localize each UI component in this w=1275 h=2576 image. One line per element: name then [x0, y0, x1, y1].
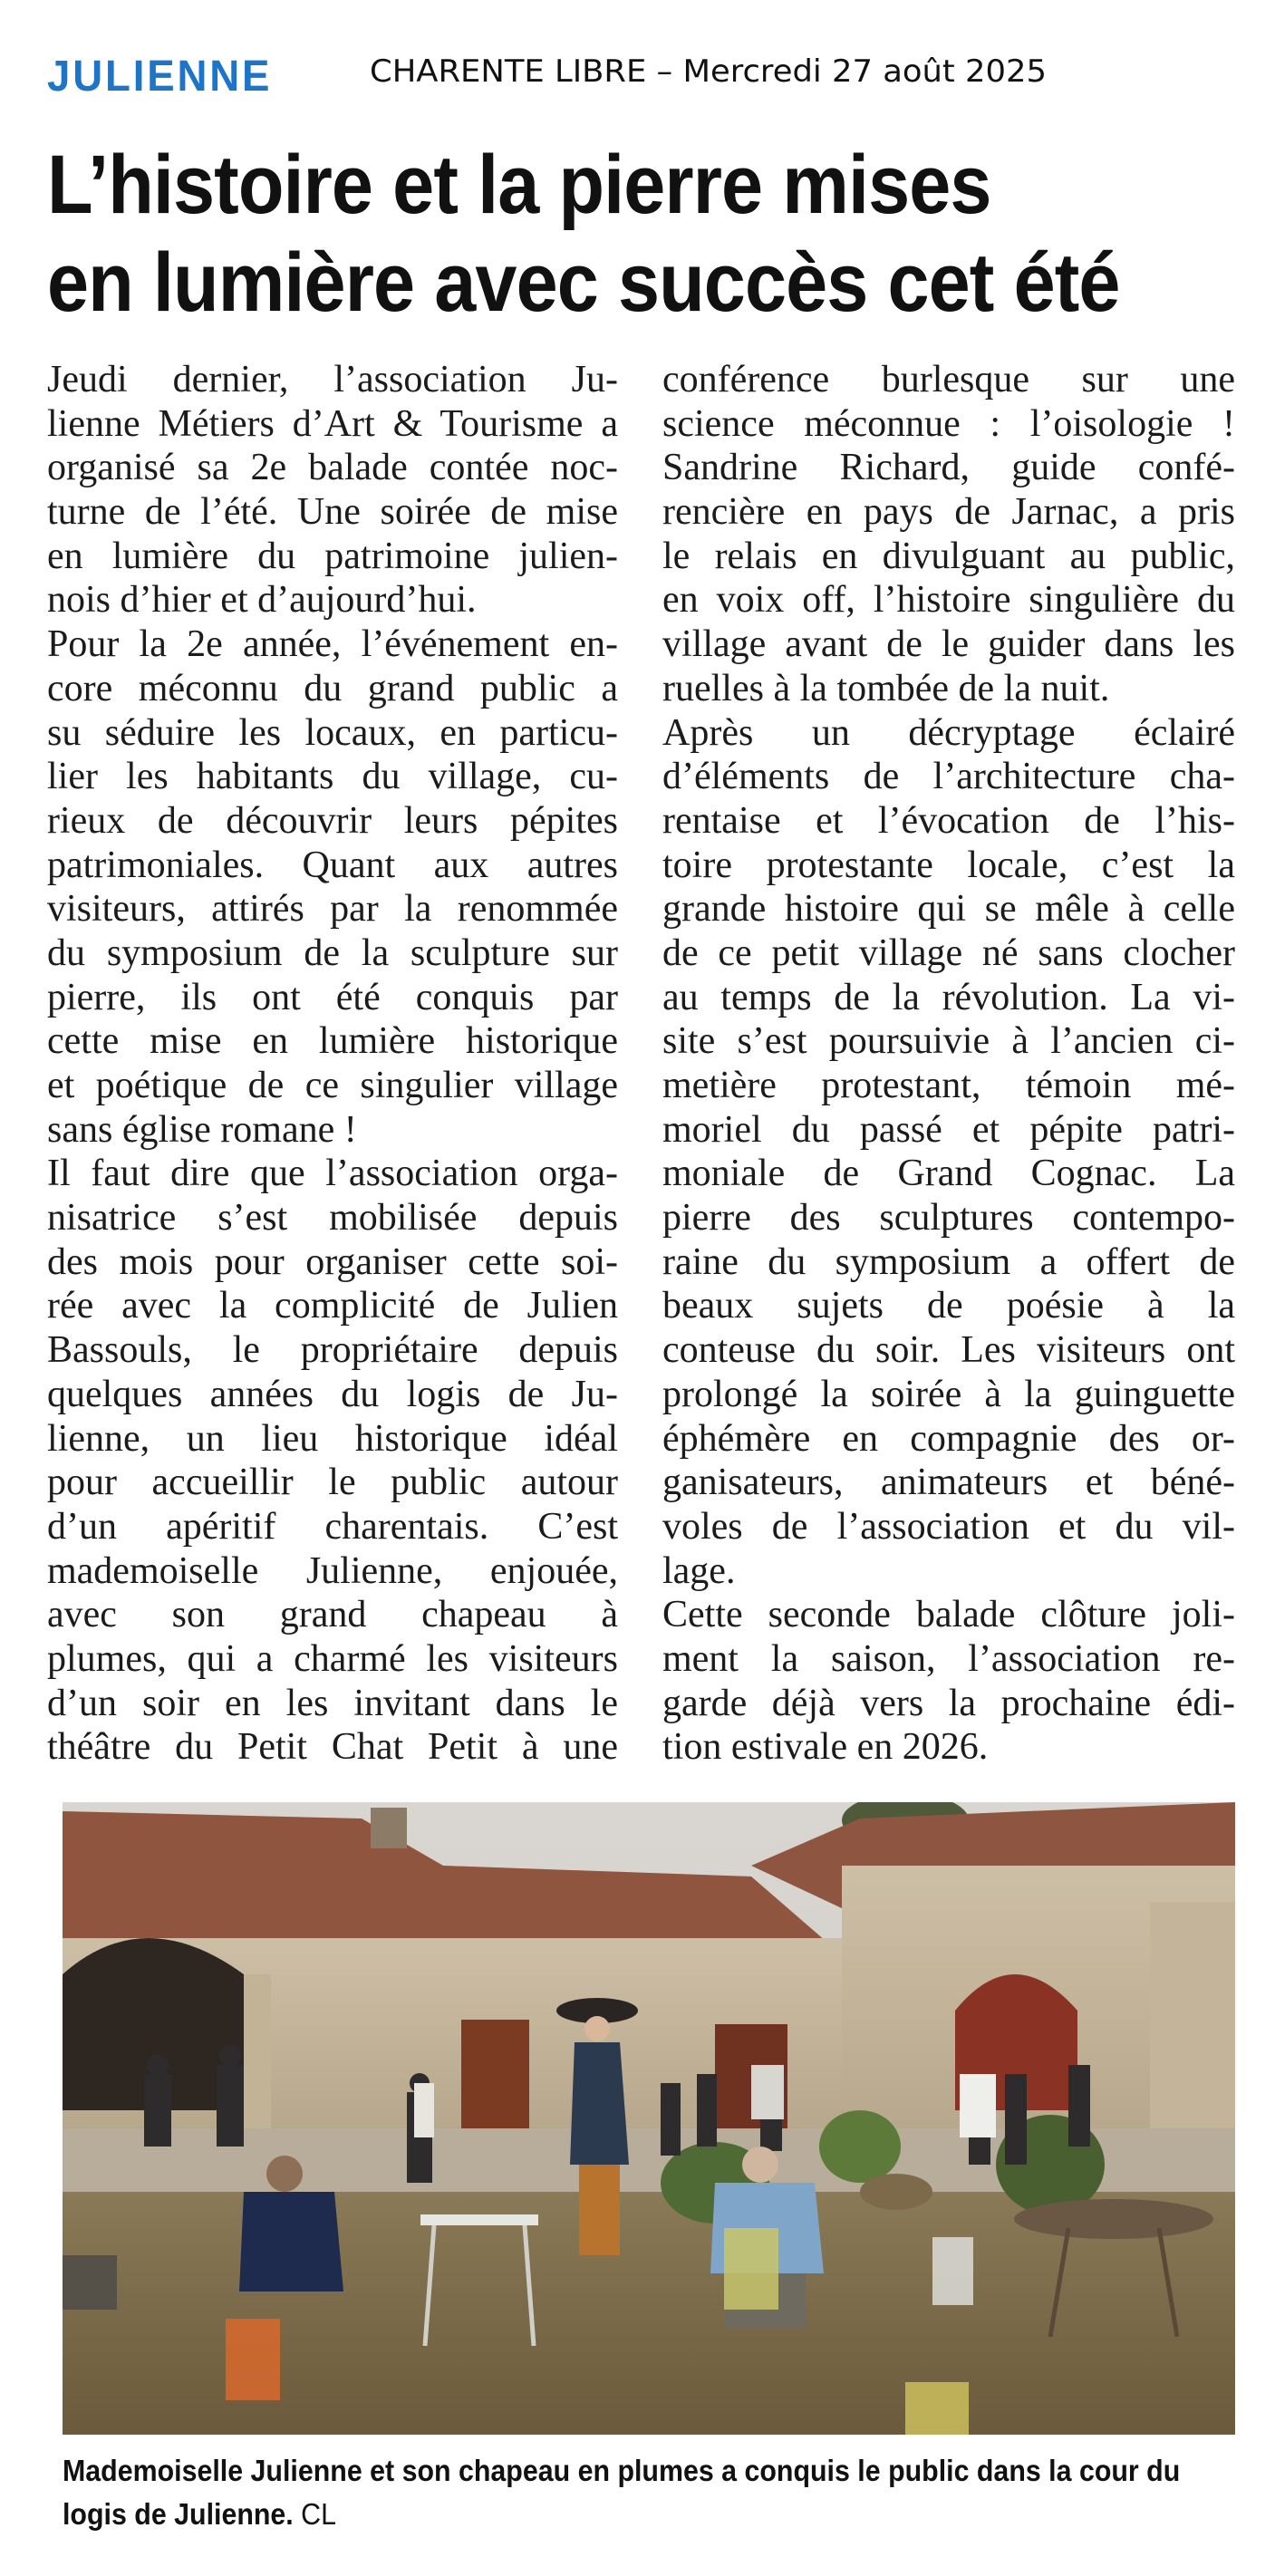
- article-column-right: [662, 358, 1235, 1770]
- article-text-line: voles de l’association et du vil-: [662, 1505, 1235, 1548]
- article-text-line: d’un soir en les invitant dans le: [47, 1682, 618, 1724]
- article-text-line: village avant de le guider dans les: [662, 623, 1235, 666]
- article-text-line: turne de l’été. Une soirée de mise: [47, 491, 618, 534]
- article-text-line: prolongé la soirée à la guinguette: [662, 1373, 1235, 1415]
- article-text-line: beaux sujets de poésie à la: [662, 1285, 1235, 1327]
- article-text-line: Après un décryptage éclairé: [662, 711, 1235, 754]
- article-text-line: d’un apéritif charentais. C’est: [47, 1505, 618, 1548]
- article-text-line: d’éléments de l’architecture cha-: [662, 756, 1235, 798]
- photo-credit: CL: [301, 2497, 336, 2531]
- article-text-line: core méconnu du grand public a: [47, 667, 618, 709]
- article-text-line: conteuse du soir. Les visiteurs ont: [662, 1329, 1235, 1372]
- article-text-line: ruelles à la tombée de la nuit.: [662, 667, 1110, 709]
- article-text-line: et poétique de ce singulier village: [47, 1065, 618, 1106]
- article-text-line: mademoiselle Julienne, enjouée,: [47, 1549, 618, 1592]
- caption-line: Mademoiselle Julienne et son chapeau en plumes a conquis le public dans la cour du: [63, 2454, 1181, 2487]
- article-text-line: en lumière du patrimoine julien-: [47, 535, 618, 577]
- article-text-line: en voix off, l’histoire singulière du: [662, 579, 1235, 622]
- article-text-line: rentaise et l’évocation de l’his-: [662, 799, 1235, 842]
- article-text-line: plumes, qui a charmé les visiteurs: [47, 1637, 618, 1680]
- article-text-line: pour accueillir le public autour: [47, 1462, 618, 1504]
- section-title: JULIENNE: [47, 53, 273, 101]
- article-text-line: moniale de Grand Cognac. La: [662, 1153, 1235, 1195]
- publication-dateline: CHARENTE LIBRE – Mercredi 27 août 2025: [370, 53, 1048, 90]
- article-text-line: éphémère en compagnie des or-: [662, 1417, 1235, 1460]
- article-text-line: nois d’hier et d’aujourd’hui.: [47, 579, 477, 622]
- article-text-line: ganisateurs, animateurs et béné-: [662, 1462, 1235, 1504]
- article-text-line: metière protestant, témoin mé-: [662, 1065, 1235, 1106]
- article-photo: [63, 1802, 1235, 2435]
- article-text-line: Il faut dire que l’association orga-: [47, 1153, 618, 1195]
- article-text-line: ment la saison, l’association re-: [662, 1637, 1235, 1680]
- article-text-line: pierre des sculptures contempo-: [662, 1197, 1235, 1240]
- article-text-line: du symposium de la sculpture sur: [47, 931, 618, 974]
- article-text-line: site s’est poursuivie à l’ancien ci-: [662, 1020, 1235, 1063]
- caption-text: logis de Julienne.: [63, 2497, 294, 2531]
- article-text-line: tion estivale en 2026.: [662, 1726, 989, 1769]
- article-text-line: toire protestante locale, c’est la: [662, 844, 1235, 886]
- article-text-line: lienne Métiers d’Art & Tourisme a: [47, 402, 618, 445]
- article-text-line: lage.: [662, 1549, 736, 1592]
- article-text-line: théâtre du Petit Chat Petit à une: [47, 1726, 618, 1769]
- article-text-line: Jeudi dernier, l’association Ju-: [47, 359, 618, 400]
- article-text-line: rencière en pays de Jarnac, a pris: [662, 491, 1235, 534]
- article-headline: [47, 136, 1124, 332]
- article-text-line: sans église romane !: [47, 1108, 357, 1151]
- caption-line-2: [63, 2493, 1146, 2536]
- headline-line: en lumière avec succès cet été: [47, 236, 1120, 329]
- article-text-line: rée avec la complicité de Julien: [47, 1285, 618, 1327]
- article-text-line: lienne, un lieu historique idéal: [47, 1417, 618, 1460]
- article-text-line: Sandrine Richard, guide confé-: [662, 447, 1235, 489]
- photo-caption: [63, 2449, 1241, 2536]
- article-column-left: [47, 358, 618, 1770]
- article-text-line: Pour la 2e année, l’événement en-: [47, 623, 618, 666]
- article-text-line: garde déjà vers la prochaine édi-: [662, 1682, 1235, 1724]
- article-text-line: Cette seconde balade clôture joli-: [662, 1594, 1235, 1636]
- article-text-line: quelques années du logis de Ju-: [47, 1373, 618, 1415]
- article-text-line: science méconnue : l’oisologie !: [662, 402, 1235, 445]
- article-text-line: lier les habitants du village, cu-: [47, 756, 618, 798]
- courtyard-photo-illustration: [63, 1802, 1235, 2435]
- article-text-line: organisé sa 2e balade contée noc-: [47, 447, 618, 489]
- article-text-line: nisatrice s’est mobilisée depuis: [47, 1197, 618, 1240]
- article-text-line: Bassouls, le propriétaire depuis: [47, 1329, 618, 1372]
- article-text-line: grande histoire qui se mêle à celle: [662, 888, 1235, 931]
- article-text-line: moriel du passé et pépite patri-: [662, 1108, 1235, 1151]
- article-text-line: pierre, ils ont été conquis par: [47, 976, 618, 1018]
- article-text-line: cette mise en lumière historique: [47, 1020, 618, 1063]
- article-text-line: conférence burlesque sur une: [662, 359, 1235, 400]
- article-text-line: visiteurs, attirés par la renommée: [47, 888, 618, 931]
- article-text-line: de ce petit village né sans clocher: [662, 931, 1235, 974]
- article-text-line: patrimoniales. Quant aux autres: [47, 844, 618, 886]
- article-text-line: su séduire les locaux, en particu-: [47, 711, 618, 754]
- article-text-line: avec son grand chapeau à: [47, 1594, 618, 1636]
- article-text-line: au temps de la révolution. La vi-: [662, 976, 1235, 1018]
- headline-line: L’histoire et la pierre mises: [47, 139, 991, 231]
- article-text-line: raine du symposium a offert de: [662, 1240, 1235, 1283]
- article-text-line: rieux de découvrir leurs pépites: [47, 799, 618, 842]
- page-header: [47, 50, 1225, 104]
- article-text-line: des mois pour organiser cette soi-: [47, 1240, 618, 1283]
- article-text-line: le relais en divulguant au public,: [662, 535, 1235, 577]
